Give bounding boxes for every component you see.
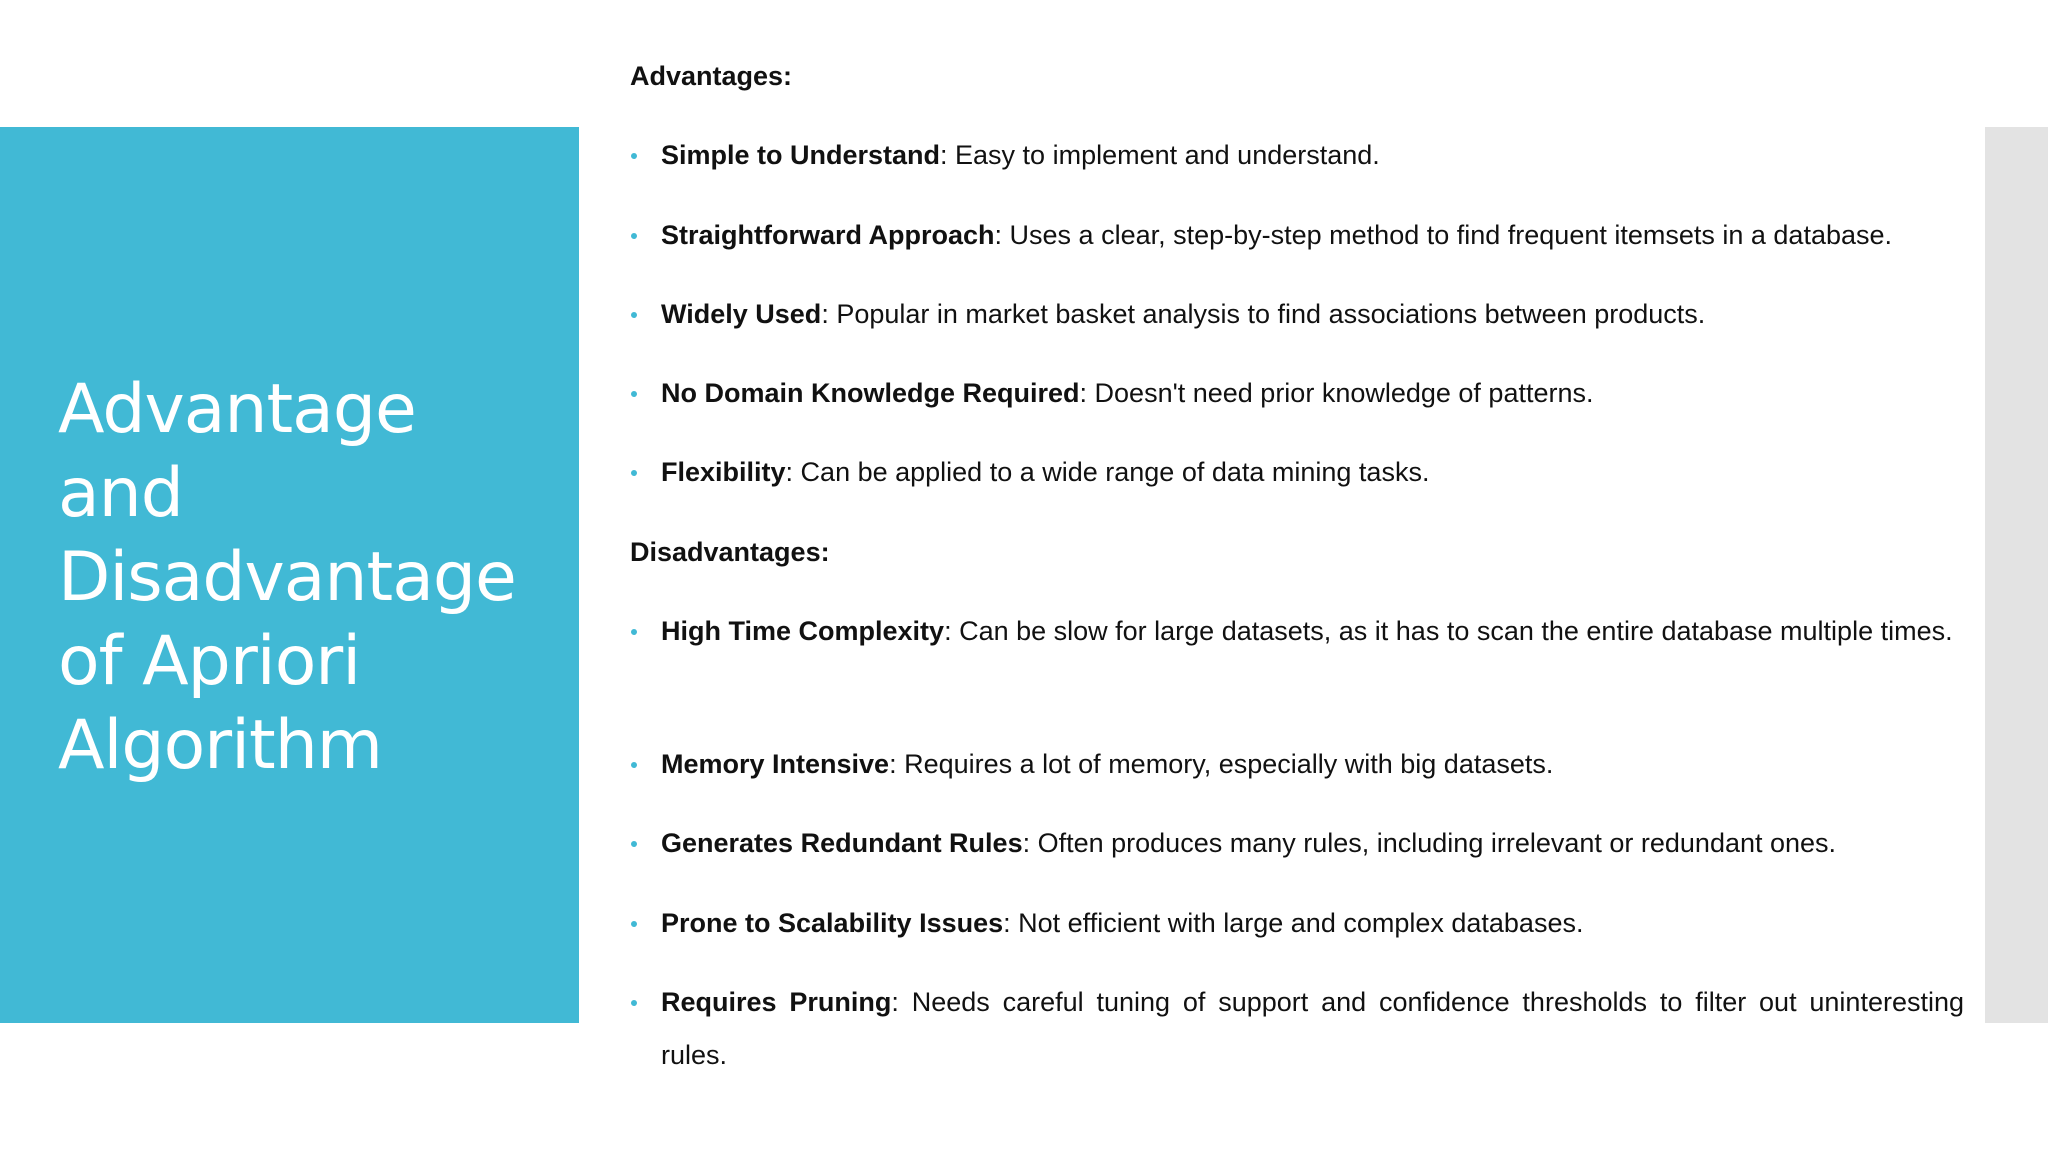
list-item-term: Requires Pruning [661, 987, 892, 1017]
list-item-term: Simple to Understand [661, 140, 941, 170]
list-item-description: : Can be applied to a wide range of data mining tasks. [785, 457, 1430, 487]
list-item-text [661, 367, 1964, 420]
bullet-icon [631, 312, 637, 318]
list-item [630, 738, 1964, 791]
list-item [630, 817, 1964, 870]
list-item-description: : Requires a lot of memory, especially with big datasets. [889, 749, 1554, 779]
bullet-icon [631, 470, 637, 476]
list-item [630, 897, 1964, 950]
list-item-term: Widely Used [661, 299, 822, 329]
list-item-description: : Often produces many rules, including irrelevant or redundant ones. [1022, 828, 1837, 858]
list-item-description: : Popular in market basket analysis to find associations between products. [821, 299, 1706, 329]
list-item-text [661, 976, 1964, 1082]
list-item-text [661, 446, 1964, 499]
disadvantages-heading: Disadvantages: [630, 537, 830, 567]
bullet-icon [631, 841, 637, 847]
list-item-term: Prone to Scalability Issues [661, 908, 1004, 938]
list-item-description: : Doesn't need prior knowledge of patterns. [1079, 378, 1594, 408]
list-item-term: No Domain Knowledge Required [661, 378, 1080, 408]
list-item-term: Straightforward Approach [661, 220, 995, 250]
bullet-icon [631, 1000, 637, 1006]
bullet-icon [631, 629, 637, 635]
decorative-side-bar [1985, 127, 2048, 1023]
bullet-icon [631, 233, 637, 239]
list-item [630, 446, 1964, 499]
list-item-term: Flexibility [661, 457, 786, 487]
list-item [630, 129, 1964, 182]
list-item-text [661, 817, 1964, 870]
list-item-term: Memory Intensive [661, 749, 890, 779]
list-item-text [661, 288, 1964, 341]
list-item-description: : Not efficient with large and complex databases. [1003, 908, 1584, 938]
list-item-text [661, 209, 1964, 262]
slide-title: Advantage and Disadvantage of Apriori Algorithm [58, 370, 516, 785]
list-item [630, 209, 1964, 262]
list-item-text [661, 897, 1964, 950]
list-item [630, 367, 1964, 420]
list-item-description: : Can be slow for large datasets, as it has to scan the entire database multiple times. [944, 616, 1953, 646]
list-item [630, 288, 1964, 341]
bullet-icon [631, 762, 637, 768]
list-item-text [661, 129, 1964, 182]
bullet-icon [631, 921, 637, 927]
list-item-description: : Uses a clear, step-by-step method to find frequent itemsets in a database. [994, 220, 1893, 250]
list-item-term: High Time Complexity [661, 616, 945, 646]
list-item-description: : Easy to implement and understand. [940, 140, 1380, 170]
list-item-description: : Needs careful tuning of support and confidence thresholds to filter out uninteresting rules. [661, 987, 1965, 1070]
list-item [630, 976, 1964, 1082]
list-item-term: Generates Redundant Rules [661, 828, 1023, 858]
list-item [630, 605, 1964, 658]
advantages-heading: Advantages: [630, 61, 793, 91]
bullet-icon [631, 153, 637, 159]
list-item-text [661, 605, 1964, 658]
list-item-text [661, 738, 1964, 791]
bullet-icon [631, 391, 637, 397]
